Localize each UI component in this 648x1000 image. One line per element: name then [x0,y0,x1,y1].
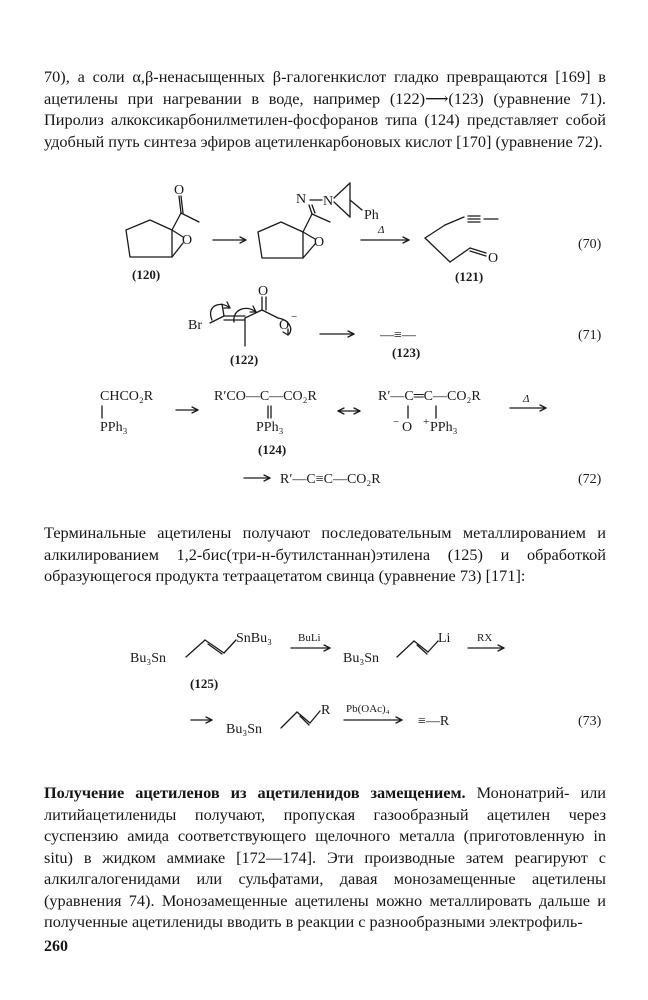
hydrazone-epoxide-oxygen: O [314,235,325,250]
vinyllithium-bond-1 [397,641,414,657]
compound-122-charge: − [291,311,298,323]
equation-number-71: (71) [578,328,602,343]
reagent-lead-tetraacetate: Pb(OAc)₄ [346,703,390,715]
vinyllithium-bond-4 [428,641,438,652]
compound-121-oxygen: O [488,251,499,266]
resonance-plus: + [423,416,430,428]
hydrazone-nitrogen-2: N [323,194,334,209]
alkylstannane-r: R [321,703,331,718]
paragraph-terminal-acetylenes: Терминальные ацетилены получают последовательным металлированием и алкилированием 1,2-бис(три-н-бутилстаннан)этилена (125) и обработкой образующегося продукта тетраацетатом свинца (уравнение 73) [171]: [44,523,606,585]
section-heading: Получение ацетиленов из ацетиленидов замещением. [44,783,466,802]
label-125: (125) [190,676,219,691]
equation-70 [126,183,602,284]
alkylstannane-sn: Bu₃Sn [226,722,263,737]
bromine-label: Br [188,318,202,333]
bis-stannane-right: SnBu₃ [236,631,273,646]
alkylstannane-bond-2 [297,712,310,723]
page-number: 260 [44,938,68,955]
vinyllithium-sn: Bu₃Sn [343,651,380,666]
delta-70: Δ [378,224,385,236]
resonance-form-top: R′—C═C—CO₂R [378,389,481,404]
ester-product: R′—C≡C—CO₂R [280,472,381,487]
reagent-buli: BuLi [298,632,321,644]
reagent-rx: RX [477,632,493,644]
compound-123: —≡— [380,328,416,343]
paragraph-acetylenides-body: Мононатрий- или литийацетилениды получают, пропуская газообразный ацетилен через суспензию амида соответствующего щелочного металла (приготовленную in situ) в жидком аммиаке [172—174]. Эти производные затем реагируют с алкилгалогенидами или сульфатами, давая монозамещенные ацетилены (уравнения 74). Монозамещенные ацетилены можно металлировать дальше и полученные ацетилениды вводить в реакции с разнообразными электрофиль- [44,783,606,931]
resonance-phosphorus: PPh₃ [430,420,458,435]
paragraph-acetylenides [44,782,606,933]
resonance-minus: − [393,416,400,428]
alkylstannane-bond-1 [281,712,297,728]
bis-stannane-bond-1 [186,640,205,657]
hydrazone-nitrogen-1: N [296,192,307,207]
equation-number-73: (73) [578,714,602,729]
compound-hydrazone [258,183,362,258]
equation-73 [130,631,602,737]
label-122: (122) [230,352,259,367]
vinyllithium-li: Li [438,631,451,646]
bis-stannane-left: Bu₃Sn [130,651,167,666]
bis-stannane-bond-3 [208,644,222,654]
compound-122-oxide-oxygen: O [279,318,290,333]
label-120: (120) [132,267,161,282]
label-123: (123) [392,345,421,360]
equation-71 [188,284,602,367]
vinyllithium-bond-2 [414,641,428,652]
bis-stannane-bond-2 [205,640,224,653]
label-121: (121) [455,269,484,284]
compound-124-top: R′CO—C—CO₂R [214,389,317,404]
ylide-reactant-bottom: PPh₃ [100,420,128,435]
equation-number-70: (70) [578,237,602,252]
equation-number-72: (72) [578,472,602,487]
terminal-acetylene: ≡—R [418,714,450,729]
resonance-oxygen: O [402,420,413,435]
alkylstannane-bond-4 [310,711,320,723]
label-124: (124) [258,442,287,457]
compound-124-bottom: PPh₃ [256,420,284,435]
compound-122-carbonyl-oxygen: O [258,284,269,299]
phenyl-label: Ph [364,208,379,223]
ylide-reactant-top: CHCO₂R [100,389,154,404]
compound-120-epoxide-oxygen: O [182,233,193,248]
bis-stannane-bond-4 [224,640,236,653]
paragraph-intro: 70), а соли α,β-ненасыщенных β-галогенкислот гладко превращаются [169] в ацетилены при нагревании в воде, например (122)⟶(123) (уравнение 71). Пиролиз алкоксикарбонилметилен-фосфоранов типа (124) представляет собой удобный путь синтеза эфиров ацетиленкарбоновых кислот [170] (уравнение 72). [44,67,606,151]
equation-72 [100,389,602,487]
delta-72: Δ [523,393,530,405]
compound-120-carbonyl-oxygen: O [174,183,185,198]
